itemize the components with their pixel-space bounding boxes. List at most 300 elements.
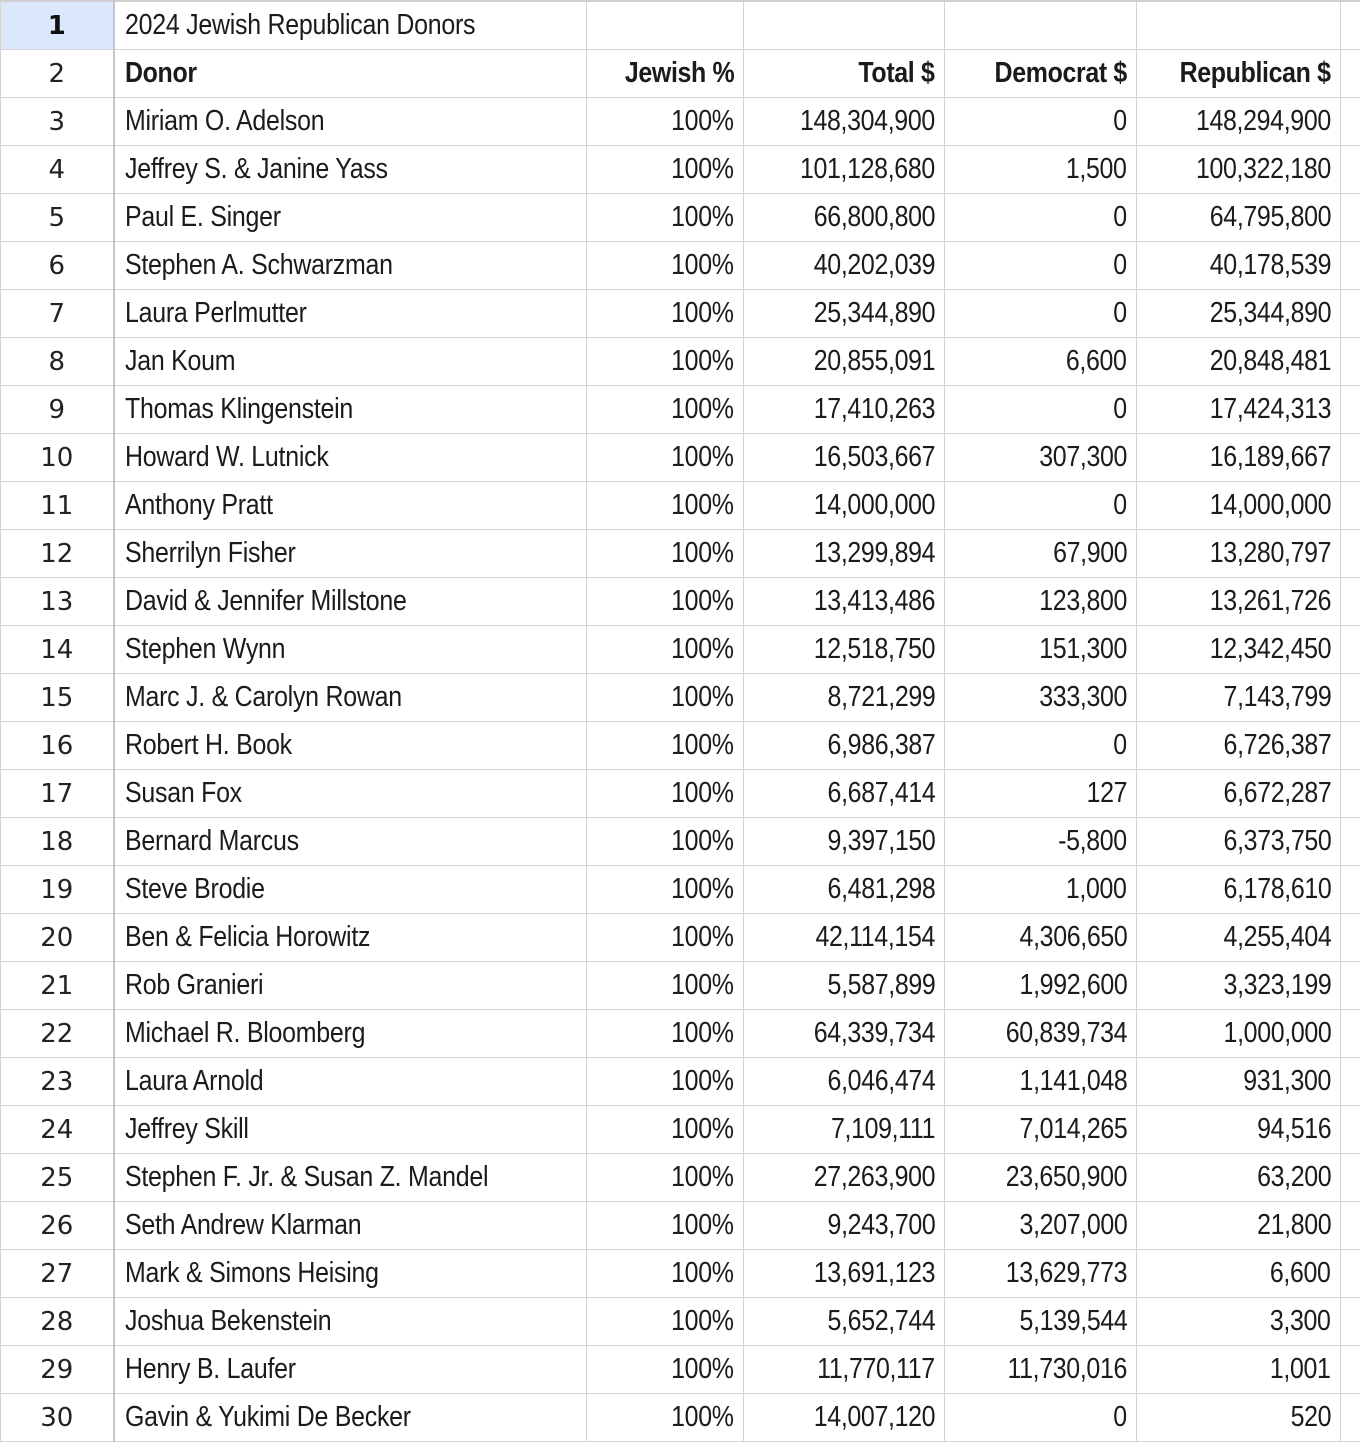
democrat-amount-cell[interactable] bbox=[945, 1058, 1137, 1106]
donor-name: Gavin & Yukimi De Becker bbox=[124, 1401, 411, 1433]
jewish-pct-cell[interactable] bbox=[587, 1106, 744, 1154]
democrat-amount-cell[interactable] bbox=[945, 722, 1137, 770]
donor-name: Thomas Klingenstein bbox=[124, 393, 353, 425]
total-amount-cell[interactable] bbox=[744, 722, 945, 770]
cell[interactable] bbox=[1341, 434, 1360, 482]
cell[interactable] bbox=[1341, 578, 1360, 626]
democrat-amount-cell[interactable] bbox=[945, 194, 1137, 242]
jewish-pct: 100% bbox=[671, 345, 734, 377]
total-amount: 25,344,890 bbox=[813, 297, 935, 329]
table-row bbox=[1, 722, 1360, 770]
row-header[interactable]: 5 bbox=[1, 194, 114, 242]
republican-amount-cell[interactable] bbox=[1137, 1202, 1341, 1250]
table-row bbox=[1, 1298, 1360, 1346]
jewish-pct-cell[interactable] bbox=[587, 1298, 744, 1346]
donor-name-cell[interactable] bbox=[114, 770, 587, 818]
republican-amount: 6,600 bbox=[1270, 1257, 1331, 1289]
donor-name-cell[interactable] bbox=[114, 290, 587, 338]
total-amount-cell[interactable] bbox=[744, 866, 945, 914]
cell[interactable] bbox=[1341, 1202, 1360, 1250]
row-header[interactable]: 12 bbox=[1, 530, 114, 578]
democrat-amount: 4,306,650 bbox=[1019, 921, 1127, 953]
row-header[interactable]: 25 bbox=[1, 1154, 114, 1202]
republican-amount-cell[interactable] bbox=[1137, 146, 1341, 194]
total-amount: 14,000,000 bbox=[813, 489, 935, 521]
jewish-pct-cell[interactable] bbox=[587, 674, 744, 722]
republican-amount: 20,848,481 bbox=[1209, 345, 1331, 377]
table-row bbox=[1, 386, 1360, 434]
total-amount-cell[interactable] bbox=[744, 770, 945, 818]
donor-name-cell[interactable] bbox=[114, 1346, 587, 1394]
cell[interactable] bbox=[1341, 722, 1360, 770]
republican-amount-cell[interactable] bbox=[1137, 1346, 1341, 1394]
jewish-pct-cell[interactable] bbox=[587, 1154, 744, 1202]
republican-amount-cell[interactable] bbox=[1137, 914, 1341, 962]
republican-amount-cell[interactable] bbox=[1137, 626, 1341, 674]
democrat-amount-cell[interactable] bbox=[945, 98, 1137, 146]
donor-name-cell[interactable] bbox=[114, 146, 587, 194]
table-row bbox=[1, 1394, 1360, 1442]
democrat-amount-cell[interactable] bbox=[945, 1154, 1137, 1202]
donor-name-cell[interactable] bbox=[114, 626, 587, 674]
row-header[interactable]: 6 bbox=[1, 242, 114, 290]
democrat-amount-cell[interactable] bbox=[945, 1250, 1137, 1298]
total-amount-cell[interactable] bbox=[744, 1202, 945, 1250]
republican-amount-cell[interactable] bbox=[1137, 818, 1341, 866]
republican-amount-cell[interactable] bbox=[1137, 1298, 1341, 1346]
row-header[interactable]: 8 bbox=[1, 338, 114, 386]
democrat-header-cell[interactable] bbox=[945, 50, 1137, 98]
democrat-amount-cell[interactable] bbox=[945, 818, 1137, 866]
row-header[interactable]: 24 bbox=[1, 1106, 114, 1154]
cell[interactable] bbox=[1341, 626, 1360, 674]
jewish-pct: 100% bbox=[671, 393, 734, 425]
republican-amount-cell[interactable] bbox=[1137, 242, 1341, 290]
jewish-pct-cell[interactable] bbox=[587, 530, 744, 578]
cell[interactable] bbox=[1341, 1394, 1360, 1442]
cell[interactable] bbox=[1341, 1154, 1360, 1202]
democrat-amount-cell[interactable] bbox=[945, 482, 1137, 530]
republican-amount-cell[interactable] bbox=[1137, 674, 1341, 722]
republican-amount: 6,672,287 bbox=[1223, 777, 1331, 809]
total-amount: 27,263,900 bbox=[813, 1161, 935, 1193]
democrat-amount: 1,992,600 bbox=[1019, 969, 1127, 1001]
democrat-amount-cell[interactable] bbox=[945, 578, 1137, 626]
republican-amount-cell[interactable] bbox=[1137, 98, 1341, 146]
donor-name-cell[interactable] bbox=[114, 818, 587, 866]
republican-amount-cell[interactable] bbox=[1137, 1106, 1341, 1154]
jewish-pct: 100% bbox=[671, 489, 734, 521]
republican-amount: 63,200 bbox=[1256, 1161, 1331, 1193]
total-amount-cell[interactable] bbox=[744, 434, 945, 482]
cell[interactable] bbox=[1341, 290, 1360, 338]
cell[interactable] bbox=[1341, 1298, 1360, 1346]
row-header[interactable]: 13 bbox=[1, 578, 114, 626]
republican-amount-cell[interactable] bbox=[1137, 434, 1341, 482]
table-row bbox=[1, 530, 1360, 578]
donor-header-cell[interactable] bbox=[114, 50, 587, 98]
cell[interactable] bbox=[1341, 338, 1360, 386]
democrat-amount-cell[interactable] bbox=[945, 434, 1137, 482]
jewish-pct: 100% bbox=[671, 153, 734, 185]
jewish-pct: 100% bbox=[671, 1161, 734, 1193]
row-header[interactable]: 9 bbox=[1, 386, 114, 434]
row-header[interactable]: 28 bbox=[1, 1298, 114, 1346]
total-amount-cell[interactable] bbox=[744, 1394, 945, 1442]
jewish-pct-cell[interactable] bbox=[587, 1250, 744, 1298]
total-amount-cell[interactable] bbox=[744, 578, 945, 626]
row-header[interactable]: 7 bbox=[1, 290, 114, 338]
democrat-amount-cell[interactable] bbox=[945, 1202, 1137, 1250]
cell[interactable] bbox=[1341, 914, 1360, 962]
jewish-pct-cell[interactable] bbox=[587, 626, 744, 674]
total-amount: 9,243,700 bbox=[827, 1209, 935, 1241]
total-amount: 40,202,039 bbox=[813, 249, 935, 281]
jewish-pct-cell[interactable] bbox=[587, 578, 744, 626]
total-amount: 7,109,111 bbox=[830, 1113, 935, 1145]
jewish-pct-header-cell[interactable] bbox=[587, 50, 744, 98]
republican-amount-cell[interactable] bbox=[1137, 770, 1341, 818]
republican-amount-cell[interactable] bbox=[1137, 530, 1341, 578]
donor-name-cell[interactable] bbox=[114, 1394, 587, 1442]
cell[interactable] bbox=[1341, 818, 1360, 866]
row-header[interactable]: 22 bbox=[1, 1010, 114, 1058]
table-row bbox=[1, 1106, 1360, 1154]
row-header[interactable]: 21 bbox=[1, 962, 114, 1010]
donor-name: Jeffrey S. & Janine Yass bbox=[124, 153, 388, 185]
democrat-amount-cell[interactable] bbox=[945, 146, 1137, 194]
jewish-pct-cell[interactable] bbox=[587, 866, 744, 914]
table-row bbox=[1, 674, 1360, 722]
total-amount-cell[interactable] bbox=[744, 818, 945, 866]
row-header[interactable]: 26 bbox=[1, 1202, 114, 1250]
donor-name-cell[interactable] bbox=[114, 914, 587, 962]
donor-name-cell[interactable] bbox=[114, 1010, 587, 1058]
row-header[interactable]: 19 bbox=[1, 866, 114, 914]
republican-amount-cell[interactable] bbox=[1137, 722, 1341, 770]
republican-amount: 7,143,799 bbox=[1223, 681, 1331, 713]
democrat-amount-cell[interactable] bbox=[945, 1106, 1137, 1154]
donor-name: Rob Granieri bbox=[124, 969, 263, 1001]
total-amount: 17,410,263 bbox=[813, 393, 935, 425]
cell[interactable] bbox=[1341, 962, 1360, 1010]
donor-name: Susan Fox bbox=[124, 777, 242, 809]
jewish-pct: 100% bbox=[671, 1257, 734, 1289]
jewish-pct: 100% bbox=[671, 1305, 734, 1337]
donor-name-cell[interactable] bbox=[114, 482, 587, 530]
row-header[interactable]: 30 bbox=[1, 1394, 114, 1442]
sheet-title: 2024 Jewish Republican Donors bbox=[124, 9, 475, 41]
sheet-row-1 bbox=[1, 1, 1360, 50]
row-header[interactable]: 27 bbox=[1, 1250, 114, 1298]
total-amount-cell[interactable] bbox=[744, 530, 945, 578]
total-amount-cell[interactable] bbox=[744, 290, 945, 338]
donor-name-cell[interactable] bbox=[114, 1106, 587, 1154]
republican-amount-cell[interactable] bbox=[1137, 1154, 1341, 1202]
democrat-amount-cell[interactable] bbox=[945, 866, 1137, 914]
democrat-amount-cell[interactable] bbox=[945, 1346, 1137, 1394]
total-amount-cell[interactable] bbox=[744, 962, 945, 1010]
total-amount: 6,687,414 bbox=[827, 777, 935, 809]
democrat-amount-cell[interactable] bbox=[945, 338, 1137, 386]
democrat-amount-cell[interactable] bbox=[945, 242, 1137, 290]
jewish-pct-cell[interactable] bbox=[587, 98, 744, 146]
cell[interactable] bbox=[1341, 1058, 1360, 1106]
cell[interactable] bbox=[1341, 1346, 1360, 1394]
republican-amount-cell[interactable] bbox=[1137, 962, 1341, 1010]
republican-amount-cell[interactable] bbox=[1137, 386, 1341, 434]
donor-name: Laura Perlmutter bbox=[124, 297, 307, 329]
democrat-amount: 11,730,016 bbox=[1007, 1353, 1127, 1385]
republican-amount: 148,294,900 bbox=[1196, 105, 1331, 137]
total-amount-cell[interactable] bbox=[744, 242, 945, 290]
table-row bbox=[1, 914, 1360, 962]
table-row bbox=[1, 1202, 1360, 1250]
table-row bbox=[1, 482, 1360, 530]
total-amount-cell[interactable] bbox=[744, 1154, 945, 1202]
republican-amount: 520 bbox=[1290, 1401, 1331, 1433]
cell[interactable] bbox=[1341, 194, 1360, 242]
total-amount: 13,691,123 bbox=[813, 1257, 935, 1289]
row-header[interactable]: 23 bbox=[1, 1058, 114, 1106]
row-header[interactable]: 20 bbox=[1, 914, 114, 962]
jewish-pct: 100% bbox=[671, 105, 734, 137]
democrat-amount: 1,141,048 bbox=[1019, 1065, 1127, 1097]
jewish-pct-cell[interactable] bbox=[587, 818, 744, 866]
row-header[interactable]: 14 bbox=[1, 626, 114, 674]
row-header[interactable]: 17 bbox=[1, 770, 114, 818]
democrat-amount: 13,629,773 bbox=[1005, 1257, 1127, 1289]
total-amount-cell[interactable] bbox=[744, 146, 945, 194]
republican-amount-cell[interactable] bbox=[1137, 866, 1341, 914]
democrat-amount-cell[interactable] bbox=[945, 386, 1137, 434]
republican-amount-cell[interactable] bbox=[1137, 1394, 1341, 1442]
cell[interactable] bbox=[744, 1, 945, 50]
jewish-pct-cell[interactable] bbox=[587, 1058, 744, 1106]
donor-name-cell[interactable] bbox=[114, 194, 587, 242]
jewish-pct: 100% bbox=[671, 297, 734, 329]
jewish-pct: 100% bbox=[671, 585, 734, 617]
republican-amount-cell[interactable] bbox=[1137, 290, 1341, 338]
democrat-amount-cell[interactable] bbox=[945, 962, 1137, 1010]
total-amount-cell[interactable] bbox=[744, 338, 945, 386]
republican-amount: 100,322,180 bbox=[1196, 153, 1331, 185]
sheet-title-cell[interactable] bbox=[114, 1, 587, 50]
total-amount-cell[interactable] bbox=[744, 1010, 945, 1058]
total-amount-cell[interactable] bbox=[744, 626, 945, 674]
jewish-pct-cell[interactable] bbox=[587, 338, 744, 386]
republican-amount: 64,795,800 bbox=[1209, 201, 1331, 233]
democrat-amount-cell[interactable] bbox=[945, 290, 1137, 338]
donor-name-cell[interactable] bbox=[114, 578, 587, 626]
total-amount-cell[interactable] bbox=[744, 674, 945, 722]
jewish-pct-cell[interactable] bbox=[587, 1202, 744, 1250]
democrat-amount: 0 bbox=[1113, 249, 1127, 281]
total-amount-cell[interactable] bbox=[744, 1298, 945, 1346]
donor-name: Anthony Pratt bbox=[124, 489, 273, 521]
total-amount-cell[interactable] bbox=[744, 194, 945, 242]
donor-name-cell[interactable] bbox=[114, 674, 587, 722]
cell[interactable] bbox=[1341, 770, 1360, 818]
cell[interactable] bbox=[1341, 530, 1360, 578]
cell[interactable] bbox=[1341, 1010, 1360, 1058]
donor-name-cell[interactable] bbox=[114, 98, 587, 146]
cell[interactable] bbox=[1137, 1, 1341, 50]
republican-amount: 931,300 bbox=[1243, 1065, 1331, 1097]
total-header: Total $ bbox=[858, 57, 935, 89]
table-row bbox=[1, 1154, 1360, 1202]
jewish-pct-cell[interactable] bbox=[587, 146, 744, 194]
row-header[interactable]: 4 bbox=[1, 146, 114, 194]
donor-name: Howard W. Lutnick bbox=[124, 441, 329, 473]
donor-name-cell[interactable] bbox=[114, 338, 587, 386]
total-amount-cell[interactable] bbox=[744, 914, 945, 962]
donor-name-cell[interactable] bbox=[114, 1154, 587, 1202]
jewish-pct: 100% bbox=[671, 1017, 734, 1049]
jewish-pct-cell[interactable] bbox=[587, 1394, 744, 1442]
cell[interactable] bbox=[1341, 866, 1360, 914]
total-amount-cell[interactable] bbox=[744, 1106, 945, 1154]
donor-name-cell[interactable] bbox=[114, 1058, 587, 1106]
cell[interactable] bbox=[1341, 482, 1360, 530]
democrat-amount-cell[interactable] bbox=[945, 914, 1137, 962]
total-amount-cell[interactable] bbox=[744, 1250, 945, 1298]
republican-amount-cell[interactable] bbox=[1137, 1058, 1341, 1106]
jewish-pct-cell[interactable] bbox=[587, 914, 744, 962]
donor-name-cell[interactable] bbox=[114, 1250, 587, 1298]
democrat-amount: 151,300 bbox=[1039, 633, 1127, 665]
republican-amount: 3,323,199 bbox=[1223, 969, 1331, 1001]
jewish-pct: 100% bbox=[671, 249, 734, 281]
jewish-pct: 100% bbox=[671, 633, 734, 665]
donor-name: Henry B. Laufer bbox=[124, 1353, 296, 1385]
democrat-amount: 0 bbox=[1113, 393, 1127, 425]
jewish-pct-cell[interactable] bbox=[587, 1010, 744, 1058]
jewish-pct-cell[interactable] bbox=[587, 194, 744, 242]
row-header[interactable]: 18 bbox=[1, 818, 114, 866]
republican-amount: 40,178,539 bbox=[1209, 249, 1331, 281]
total-amount-cell[interactable] bbox=[744, 482, 945, 530]
jewish-pct-cell[interactable] bbox=[587, 290, 744, 338]
jewish-pct-cell[interactable] bbox=[587, 962, 744, 1010]
democrat-amount-cell[interactable] bbox=[945, 1394, 1137, 1442]
total-amount: 148,304,900 bbox=[800, 105, 935, 137]
total-amount: 13,413,486 bbox=[813, 585, 935, 617]
table-row bbox=[1, 194, 1360, 242]
democrat-amount-cell[interactable] bbox=[945, 674, 1137, 722]
row-header[interactable]: 3 bbox=[1, 98, 114, 146]
donor-name: Ben & Felicia Horowitz bbox=[124, 921, 370, 953]
republican-amount-cell[interactable] bbox=[1137, 578, 1341, 626]
cell[interactable] bbox=[1341, 1106, 1360, 1154]
democrat-amount-cell[interactable] bbox=[945, 530, 1137, 578]
democrat-amount-cell[interactable] bbox=[945, 1010, 1137, 1058]
jewish-pct-cell[interactable] bbox=[587, 242, 744, 290]
cell[interactable] bbox=[1341, 1, 1360, 50]
header-row bbox=[1, 50, 1360, 98]
democrat-amount: 1,000 bbox=[1066, 873, 1127, 905]
total-amount: 6,986,387 bbox=[827, 729, 935, 761]
republican-header-cell[interactable] bbox=[1137, 50, 1341, 98]
donor-name-cell[interactable] bbox=[114, 866, 587, 914]
total-amount-cell[interactable] bbox=[744, 1058, 945, 1106]
cell[interactable] bbox=[1341, 242, 1360, 290]
row-header[interactable]: 10 bbox=[1, 434, 114, 482]
donor-name-cell[interactable] bbox=[114, 962, 587, 1010]
cell[interactable] bbox=[1341, 674, 1360, 722]
donor-name-cell[interactable] bbox=[114, 722, 587, 770]
row-header-2[interactable]: 2 bbox=[1, 50, 114, 98]
democrat-amount: 307,300 bbox=[1039, 441, 1127, 473]
democrat-amount: 0 bbox=[1113, 297, 1127, 329]
democrat-amount-cell[interactable] bbox=[945, 770, 1137, 818]
republican-amount-cell[interactable] bbox=[1137, 194, 1341, 242]
total-header-cell[interactable] bbox=[744, 50, 945, 98]
jewish-pct-cell[interactable] bbox=[587, 722, 744, 770]
cell[interactable] bbox=[1341, 50, 1360, 98]
cell[interactable] bbox=[1341, 1250, 1360, 1298]
republican-amount: 4,255,404 bbox=[1223, 921, 1331, 953]
jewish-pct: 100% bbox=[671, 1113, 734, 1145]
jewish-pct: 100% bbox=[671, 537, 734, 569]
row-header-1[interactable]: 1 bbox=[1, 1, 114, 50]
donor-name-cell[interactable] bbox=[114, 242, 587, 290]
table-row bbox=[1, 866, 1360, 914]
republican-amount: 1,001 bbox=[1270, 1353, 1331, 1385]
jewish-pct-cell[interactable] bbox=[587, 434, 744, 482]
democrat-amount: 0 bbox=[1113, 201, 1127, 233]
donor-name-cell[interactable] bbox=[114, 1202, 587, 1250]
democrat-amount-cell[interactable] bbox=[945, 626, 1137, 674]
republican-amount: 1,000,000 bbox=[1223, 1017, 1331, 1049]
jewish-pct: 100% bbox=[671, 825, 734, 857]
donor-name-cell[interactable] bbox=[114, 386, 587, 434]
democrat-amount-cell[interactable] bbox=[945, 1298, 1137, 1346]
jewish-pct-cell[interactable] bbox=[587, 770, 744, 818]
donor-name-cell[interactable] bbox=[114, 1298, 587, 1346]
row-header[interactable]: 16 bbox=[1, 722, 114, 770]
row-header[interactable]: 11 bbox=[1, 482, 114, 530]
republican-amount-cell[interactable] bbox=[1137, 1250, 1341, 1298]
republican-amount-cell[interactable] bbox=[1137, 338, 1341, 386]
democrat-header: Democrat $ bbox=[994, 57, 1127, 89]
table-row bbox=[1, 770, 1360, 818]
republican-amount: 14,000,000 bbox=[1209, 489, 1331, 521]
total-amount: 5,587,899 bbox=[827, 969, 935, 1001]
cell[interactable] bbox=[945, 1, 1137, 50]
cell[interactable] bbox=[587, 1, 744, 50]
jewish-pct-cell[interactable] bbox=[587, 386, 744, 434]
republican-amount: 6,726,387 bbox=[1223, 729, 1331, 761]
table-row bbox=[1, 1346, 1360, 1394]
donor-name-cell[interactable] bbox=[114, 434, 587, 482]
jewish-pct-cell[interactable] bbox=[587, 1346, 744, 1394]
donor-name: Joshua Bekenstein bbox=[124, 1305, 331, 1337]
total-amount-cell[interactable] bbox=[744, 98, 945, 146]
republican-amount-cell[interactable] bbox=[1137, 482, 1341, 530]
total-amount-cell[interactable] bbox=[744, 386, 945, 434]
cell[interactable] bbox=[1341, 386, 1360, 434]
jewish-pct-cell[interactable] bbox=[587, 482, 744, 530]
row-header[interactable]: 29 bbox=[1, 1346, 114, 1394]
cell[interactable] bbox=[1341, 146, 1360, 194]
cell[interactable] bbox=[1341, 98, 1360, 146]
republican-amount-cell[interactable] bbox=[1137, 1010, 1341, 1058]
donor-name-cell[interactable] bbox=[114, 530, 587, 578]
row-header[interactable]: 15 bbox=[1, 674, 114, 722]
total-amount-cell[interactable] bbox=[744, 1346, 945, 1394]
democrat-amount: 6,600 bbox=[1066, 345, 1127, 377]
